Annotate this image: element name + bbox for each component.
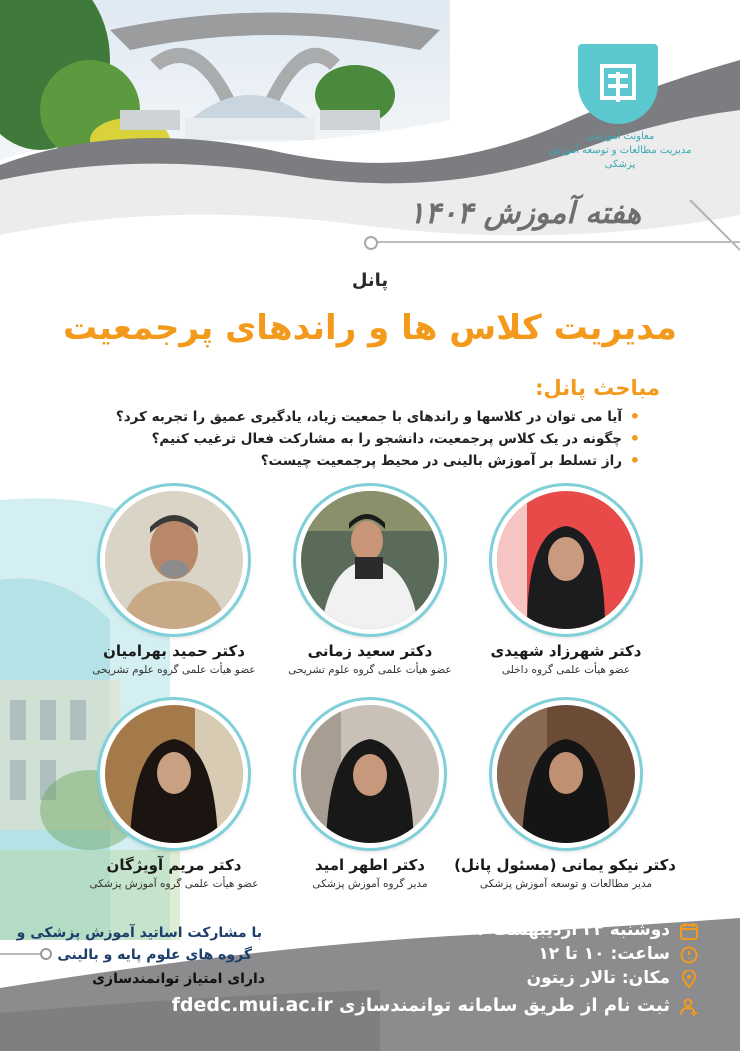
registration-text: ثبت نام از طریق سامانه توانمندسازی: [338, 995, 670, 1016]
logo-line-2: مدیریت مطالعات و توسعه آموزش پزشکی: [548, 145, 692, 170]
topic-item: • چگونه در یک کلاس پرجمعیت، دانشجو را به مشارکت فعال ترغیب کنیم؟: [100, 428, 640, 450]
speaker-name: دکتر حمید بهرامیان: [103, 642, 245, 660]
speaker-photo: [492, 486, 640, 634]
title-divider: [372, 241, 740, 243]
topic-item: • آیا می توان در کلاسها و راندهای با جمعیت زیاد، یادگیری عمیق را تجربه کرد؟: [100, 406, 640, 428]
speaker-card: [64, 700, 284, 890]
speaker-photo: [296, 700, 444, 848]
speaker-role: مدیر مطالعات و توسعه آموزش پزشکی: [479, 878, 653, 890]
note-line-3: دارای امتیاز توانمندسازی: [92, 971, 265, 987]
university-logo: [578, 44, 658, 124]
add-user-icon: [680, 998, 698, 1016]
logo-line-1: معاونت آموزشی: [585, 131, 655, 142]
registration-line: [30, 994, 670, 1016]
speaker-role: عضو هیأت علمی گروه علوم تشریحی: [288, 664, 452, 676]
speaker-card: [260, 700, 480, 890]
note-line-1: با مشارکت اساتید آموزش پزشکی و: [16, 925, 262, 941]
panel-label: پانل: [351, 270, 389, 291]
calendar-icon: [680, 922, 698, 940]
divider-dot-icon: [364, 236, 378, 250]
speaker-photo: [100, 486, 248, 634]
speaker-name: دکتر اطهر امید: [314, 856, 426, 874]
speaker-card: [456, 486, 676, 676]
clock-icon: [680, 946, 698, 964]
note-line-2: گروه های علوم پایه و بالینی: [57, 947, 252, 963]
event-date: دوشنبه ۲۲ اردیبهشت ۱۴۰۴: [445, 920, 670, 940]
week-title: هفته آموزش ۱۴۰۴: [408, 196, 642, 231]
event-place: مکان: تالار زیتون: [526, 968, 670, 988]
topic-item: • راز تسلط بر آموزش بالینی در محیط پرجمعیت چیست؟: [100, 450, 640, 472]
speaker-role: عضو هیأت علمی گروه علوم تشریحی: [92, 664, 256, 676]
speaker-name: دکتر نیکو یمانی (مسئول پانل): [454, 856, 676, 874]
location-icon: [680, 970, 698, 988]
speaker-card: [64, 486, 284, 676]
speaker-card: [260, 486, 480, 676]
registration-url-link[interactable]: fdedc.mui.ac.ir: [171, 994, 333, 1016]
speaker-photo: [296, 486, 444, 634]
event-time: ساعت: ۱۰ تا ۱۲: [538, 944, 670, 964]
speaker-name: دکتر شهرزاد شهیدی: [490, 642, 642, 660]
speaker-card: [456, 700, 676, 890]
speaker-photo: [100, 700, 248, 848]
logo-caption: [540, 130, 700, 172]
topics-list: [100, 406, 640, 472]
speaker-role: عضو هیأت علمی گروه آموزش پزشکی: [89, 878, 259, 890]
speaker-role: عضو هیأت علمی گروه داخلی: [501, 664, 631, 676]
panel-title: مدیریت کلاس ها و راندهای پرجمعیت: [63, 308, 677, 348]
speaker-photo: [492, 700, 640, 848]
speaker-name: دکتر سعید زمانی: [307, 642, 433, 660]
topics-heading: مباحث پانل:: [535, 376, 660, 400]
speaker-role: مدیر گروه آموزش پزشکی: [312, 878, 428, 890]
speaker-name: دکتر مریم آویژگان: [106, 856, 242, 874]
